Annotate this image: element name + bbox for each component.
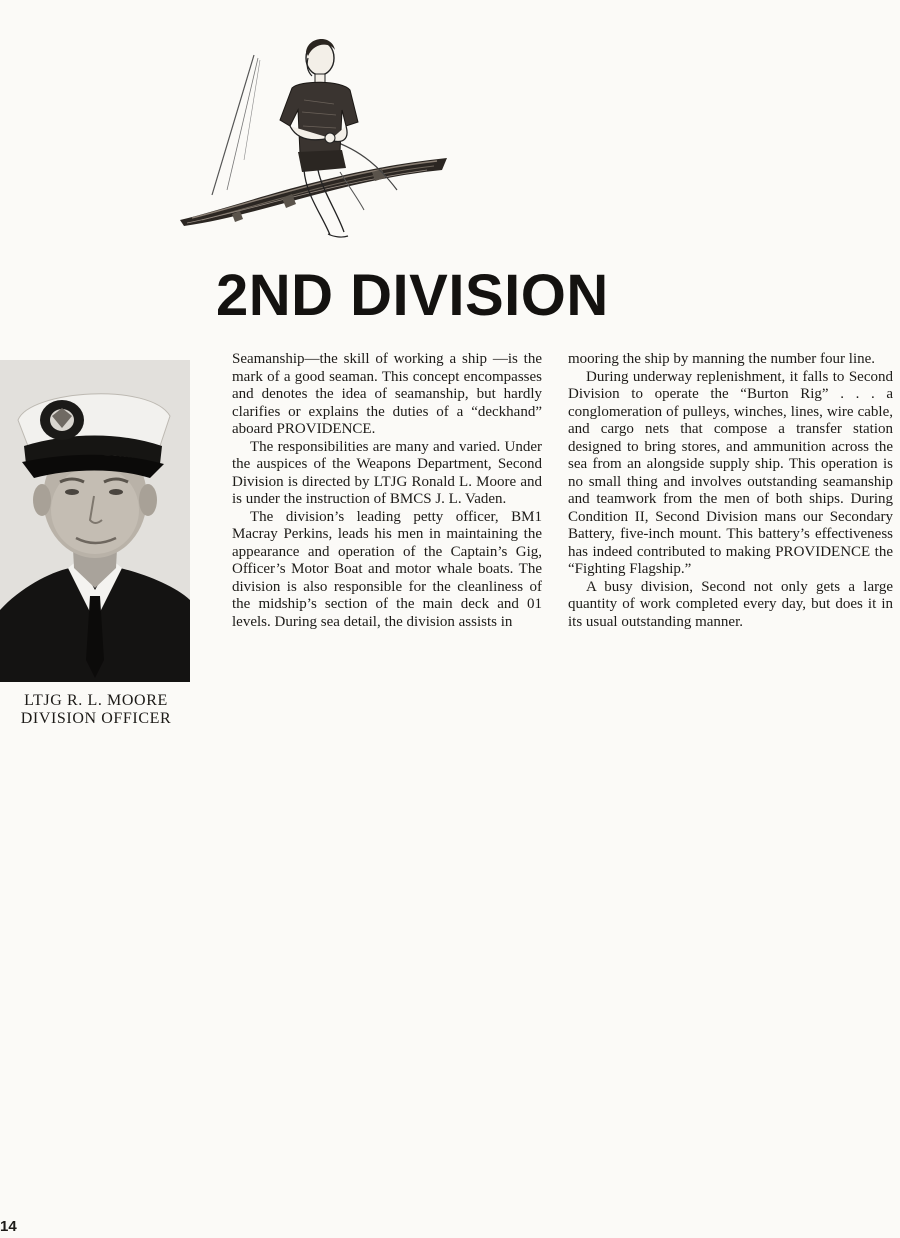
paragraph: The division’s leading petty officer, BM1 Macray Perkins, leads his men in maintaining the appearance and operation of the Captain’s Gig, Officer’s Motor Boat and motor whale boats. The division is also responsible for the cleanliness of the midship’s section of the main deck and 01 levels. During sea detail, the division assists in xyxy=(232,508,542,630)
caption-name: LTJG R. L. MOORE xyxy=(24,692,168,709)
division-officer-portrait-photo xyxy=(0,360,190,682)
paragraph: During underway replenishment, it falls to Second Division to operate the “Burton Rig” . . . a conglomeration of pulleys, winches, lines, wire cable, and cargo nets that compose a transfer station designed to bring stores, and ammunition across the sea from an alongside supply ship. This operation is no small thing and involves outstanding seamanship and teamwork from the men of both ships. During Condition II, Second Division mans our Secondary Battery, five-inch mount. This battery’s effectiveness has indeed contributed to making PROVIDENCE the “Fighting Flagship.” xyxy=(568,368,893,577)
article-column-left xyxy=(232,351,542,631)
caption-role: DIVISION OFFICER xyxy=(20,710,172,727)
page-title: 2ND DIVISION xyxy=(216,263,609,328)
paragraph: mooring the ship by manning the number four line. xyxy=(568,351,876,367)
paragraph: Seamanship—the skill of working a ship —is the mark of a good seaman. This concept encompasses and denotes the idea of seamanship, but hardly clarifies or explains the duties of a “deckhand” aboard PROVIDENCE. xyxy=(232,351,542,437)
sailor-sketch-illustration xyxy=(172,30,457,250)
page-number: 14 xyxy=(0,1218,17,1235)
paragraph: A busy division, Second not only gets a large quantity of work completed every day, but does it in its usual outstanding manner. xyxy=(568,578,893,630)
portrait-caption xyxy=(0,692,192,728)
article-column-right xyxy=(568,351,893,631)
paragraph: The responsibilities are many and varied. Under the auspices of the Weapons Department, Second Division is directed by LTJG Ronald L. Moore and is under the instruction of BMCS J. L. Vaden. xyxy=(232,438,542,507)
